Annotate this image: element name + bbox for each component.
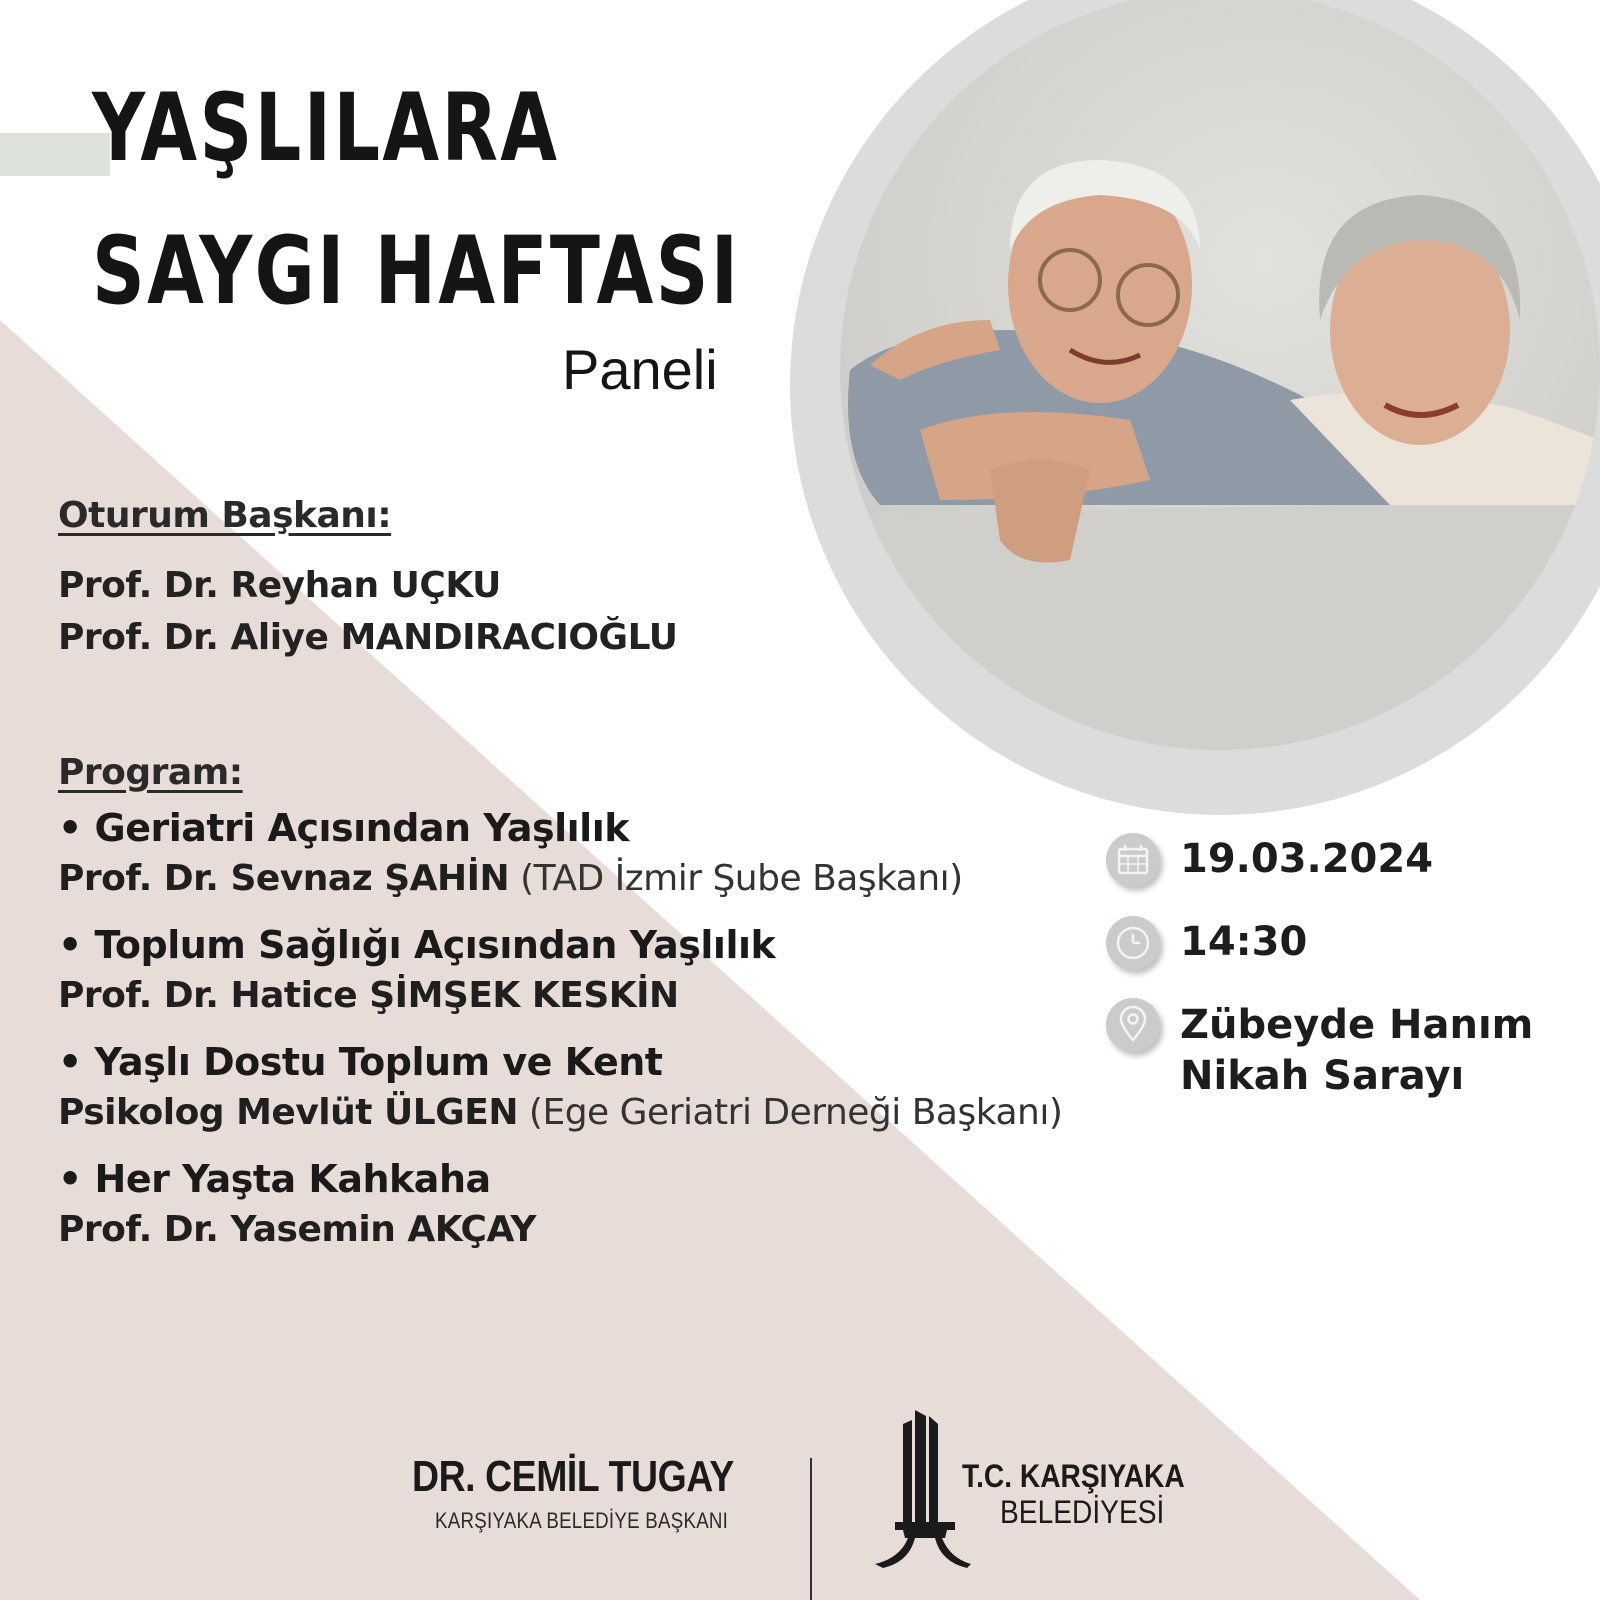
title-line-2: SAYGI HAFTASI	[92, 217, 741, 326]
session-chair-name-2: Prof. Dr. Aliye MANDIRACIOĞLU	[58, 617, 678, 658]
speaker-note: (TAD İzmir Şube Başkanı)	[509, 858, 963, 899]
program-heading: Program:	[58, 752, 243, 793]
event-venue-line-1: Zübeyde Hanım	[1180, 1002, 1534, 1048]
event-time: 14:30	[1180, 919, 1308, 965]
event-venue-line-2: Nikah Sarayı	[1180, 1053, 1465, 1099]
title-line-1: YAŞLILARA	[92, 74, 560, 183]
clock-icon	[1106, 916, 1160, 970]
municipality-line-1: T.C. KARŞIYAKA	[962, 1458, 1185, 1494]
location-pin-icon	[1106, 998, 1160, 1052]
program-item-1-speaker	[58, 858, 963, 899]
program-item-3-speaker	[58, 1092, 1062, 1133]
mayor-title: KARŞIYAKA BELEDİYE BAŞKANI	[435, 1508, 729, 1533]
speaker-name: Prof. Dr. Hatice ŞİMŞEK KESKİN	[58, 975, 679, 1016]
session-chair-heading: Oturum Başkanı:	[58, 495, 392, 536]
calendar-icon	[1106, 833, 1160, 887]
municipality-line-2: BELEDİYESİ	[1000, 1494, 1165, 1530]
event-date: 19.03.2024	[1180, 836, 1434, 882]
speaker-name: Prof. Dr. Sevnaz ŞAHİN	[58, 858, 510, 899]
footer-divider	[810, 1458, 812, 1600]
program-item-2-speaker	[58, 975, 679, 1016]
mayor-name: DR. CEMİL TUGAY	[412, 1452, 734, 1501]
speaker-name: Prof. Dr. Yasemin AKÇAY	[58, 1209, 536, 1250]
speaker-name: Psikolog Mevlüt ÜLGEN	[58, 1092, 518, 1133]
program-item-4-speaker	[58, 1209, 536, 1250]
program-item-4-title: • Her Yaşta Kahkaha	[58, 1157, 491, 1201]
session-chair-name-1: Prof. Dr. Reyhan UÇKU	[58, 565, 501, 606]
program-item-1-title: • Geriatri Açısından Yaşlılık	[58, 806, 629, 850]
program-item-3-title: • Yaşlı Dostu Toplum ve Kent	[58, 1040, 663, 1084]
program-item-2-title: • Toplum Sağlığı Açısından Yaşlılık	[58, 923, 776, 967]
speaker-note: (Ege Geriatri Derneği Başkanı)	[517, 1092, 1063, 1133]
photo-circle	[780, 0, 1600, 820]
subtitle: Paneli	[562, 338, 718, 401]
